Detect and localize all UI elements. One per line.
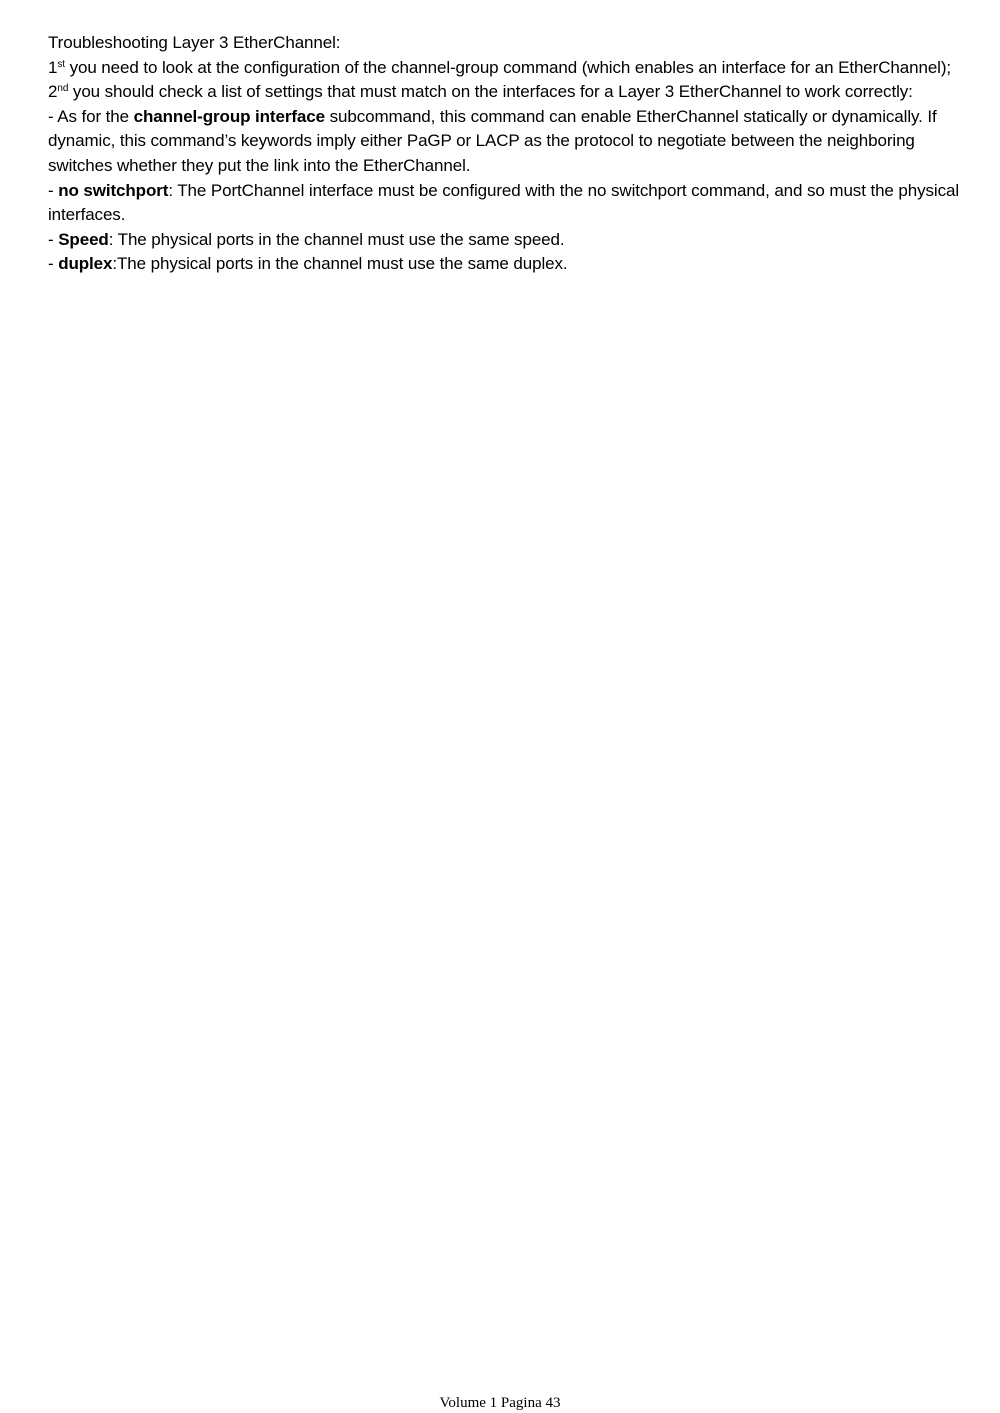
bullet-prefix: -: [48, 254, 59, 274]
bullet-prefix: -: [48, 180, 59, 200]
bullet-channel-group: [48, 105, 968, 179]
page-heading: Troubleshooting Layer 3 EtherChannel:: [48, 33, 341, 52]
step2-number: 2: [48, 82, 58, 102]
bullet-term: channel-group interface: [133, 106, 325, 126]
step1-ordinal: st: [57, 58, 65, 70]
step1-text: you need to look at the configuration of the channel-group command (which enables an interface for an EtherChannel);: [64, 57, 952, 77]
bullet-text: : The PortChannel interface must be configured with the no switchport command, and so must the physical interfaces.: [48, 180, 960, 225]
bullet-no-switchport: [48, 179, 968, 228]
bullet-prefix: - As for the: [48, 106, 134, 126]
step2-text: you should check a list of settings that must match on the interfaces for a Layer 3 EtherChannel to work correctly:: [68, 82, 913, 102]
page-footer: Volume 1 Pagina 43: [439, 1395, 561, 1411]
bullet-duplex: [48, 252, 968, 277]
bullet-text: :The physical ports in the channel must use the same duplex.: [112, 254, 568, 274]
bullet-term: no switchport: [58, 180, 169, 200]
step1-number: 1: [48, 57, 58, 77]
bullet-text: subcommand, this command can enable EtherChannel statically or dynamically. If dynamic, this command’s keywords imply either PaGP or LACP as the protocol to negotiate between the neighboring switches whether they put the link into the EtherChannel.: [48, 106, 937, 175]
bullet-speed: [48, 228, 968, 253]
bullet-text: : The physical ports in the channel must use the same speed.: [108, 229, 565, 249]
bullet-term: duplex: [58, 254, 113, 274]
page-body: [48, 31, 968, 277]
intro-paragraph: [48, 56, 968, 105]
bullet-prefix: -: [48, 229, 59, 249]
step2-ordinal: nd: [57, 83, 69, 95]
bullet-term: Speed: [58, 229, 109, 249]
